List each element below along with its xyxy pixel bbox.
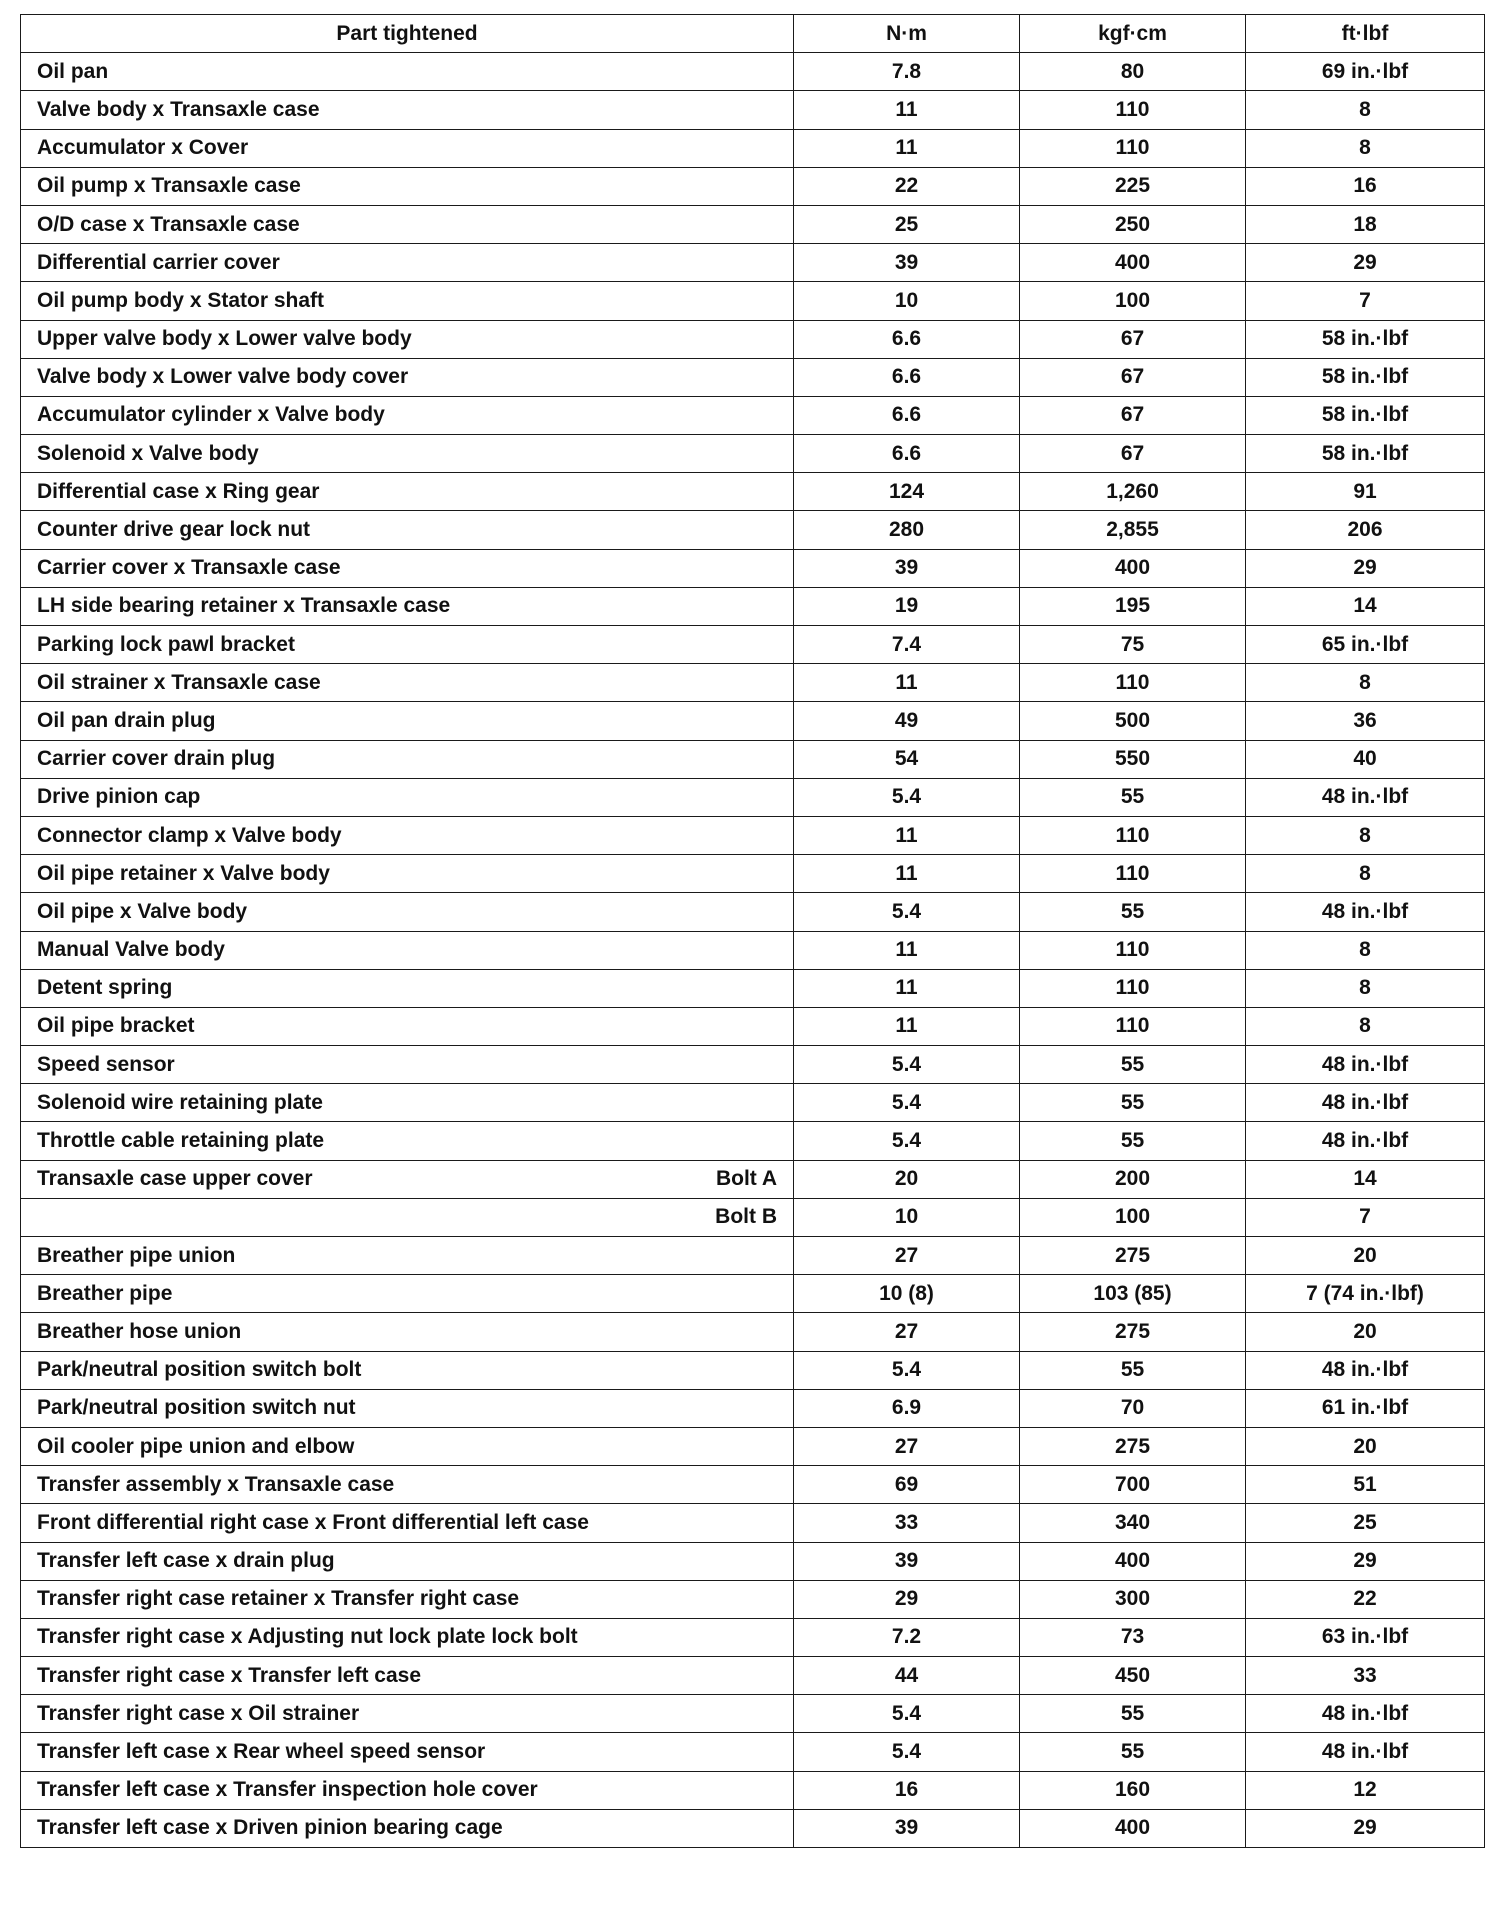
cell-nm: 6.6 [794, 396, 1020, 434]
cell-nm: 6.6 [794, 435, 1020, 473]
header-nm: N·m [794, 15, 1020, 53]
cell-part [21, 1618, 794, 1656]
table-row [21, 1084, 1485, 1122]
cell-nm: 7.2 [794, 1618, 1020, 1656]
cell-nm: 11 [794, 91, 1020, 129]
cell-kgf: 700 [1020, 1466, 1246, 1504]
cell-nm: 6.9 [794, 1389, 1020, 1427]
cell-ft: 58 in.·lbf [1246, 358, 1485, 396]
cell-ft: 58 in.·lbf [1246, 435, 1485, 473]
cell-nm: 5.4 [794, 1351, 1020, 1389]
cell-ft: 48 in.·lbf [1246, 1351, 1485, 1389]
cell-part [21, 511, 794, 549]
cell-part [21, 473, 794, 511]
part-label: Oil pump x Transaxle case [37, 174, 301, 198]
cell-kgf: 55 [1020, 1046, 1246, 1084]
cell-part [21, 740, 794, 778]
part-label: Breather hose union [37, 1319, 242, 1343]
cell-kgf: 110 [1020, 1007, 1246, 1045]
cell-part [21, 1275, 794, 1313]
part-label: Park/neutral position switch nut [37, 1396, 356, 1420]
table-row [21, 1809, 1485, 1847]
cell-nm: 39 [794, 549, 1020, 587]
cell-ft: 51 [1246, 1466, 1485, 1504]
table-row [21, 1657, 1485, 1695]
cell-ft: 8 [1246, 129, 1485, 167]
part-label: Differential case x Ring gear [37, 479, 320, 503]
cell-kgf: 67 [1020, 320, 1246, 358]
cell-ft: 8 [1246, 969, 1485, 1007]
cell-nm: 6.6 [794, 358, 1020, 396]
table-row [21, 1695, 1485, 1733]
cell-part [21, 1504, 794, 1542]
cell-ft: 18 [1246, 205, 1485, 243]
table-row [21, 167, 1485, 205]
part-label: Throttle cable retaining plate [37, 1129, 325, 1153]
cell-nm: 16 [794, 1771, 1020, 1809]
cell-ft: 8 [1246, 91, 1485, 129]
cell-ft: 29 [1246, 1542, 1485, 1580]
cell-part [21, 1466, 794, 1504]
cell-kgf: 400 [1020, 1542, 1246, 1580]
cell-part [21, 244, 794, 282]
cell-kgf: 55 [1020, 1695, 1246, 1733]
cell-kgf: 110 [1020, 816, 1246, 854]
part-label: Oil pan drain plug [37, 708, 216, 732]
cell-kgf: 500 [1020, 702, 1246, 740]
part-label: Transfer left case x Rear wheel speed sensor [37, 1740, 486, 1764]
table-row [21, 1275, 1485, 1313]
cell-part [21, 1657, 794, 1695]
cell-ft: 25 [1246, 1504, 1485, 1542]
cell-part [21, 855, 794, 893]
part-label: Detent spring [37, 976, 173, 1000]
cell-nm: 10 [794, 282, 1020, 320]
cell-part [21, 1007, 794, 1045]
part-label: Transfer right case x Oil strainer [37, 1701, 360, 1725]
cell-kgf: 275 [1020, 1237, 1246, 1275]
cell-ft: 14 [1246, 1160, 1485, 1198]
cell-ft: 29 [1246, 244, 1485, 282]
table-row [21, 778, 1485, 816]
cell-nm: 27 [794, 1237, 1020, 1275]
cell-part [21, 1160, 794, 1198]
cell-kgf: 400 [1020, 549, 1246, 587]
table-row [21, 855, 1485, 893]
cell-ft: 91 [1246, 473, 1485, 511]
cell-part [21, 1389, 794, 1427]
cell-ft: 8 [1246, 1007, 1485, 1045]
cell-part [21, 626, 794, 664]
table-row [21, 358, 1485, 396]
cell-ft: 48 in.·lbf [1246, 1084, 1485, 1122]
table-row [21, 205, 1485, 243]
part-label: Valve body x Lower valve body cover [37, 365, 409, 389]
cell-kgf: 73 [1020, 1618, 1246, 1656]
cell-nm: 11 [794, 969, 1020, 1007]
part-label: Differential carrier cover [37, 250, 280, 274]
cell-nm: 69 [794, 1466, 1020, 1504]
table-row [21, 1618, 1485, 1656]
cell-part [21, 320, 794, 358]
cell-part [21, 167, 794, 205]
part-label: Upper valve body x Lower valve body [37, 327, 412, 351]
cell-part [21, 816, 794, 854]
part-label: Solenoid wire retaining plate [37, 1090, 323, 1114]
cell-nm: 25 [794, 205, 1020, 243]
table-row [21, 473, 1485, 511]
table-row [21, 1733, 1485, 1771]
cell-part [21, 931, 794, 969]
header-ft: ft·lbf [1246, 15, 1485, 53]
cell-part [21, 1809, 794, 1847]
cell-kgf: 1,260 [1020, 473, 1246, 511]
cell-kgf: 550 [1020, 740, 1246, 778]
cell-ft: 61 in.·lbf [1246, 1389, 1485, 1427]
cell-nm: 39 [794, 1542, 1020, 1580]
part-label: Transaxle case upper cover [37, 1167, 313, 1191]
table-row [21, 626, 1485, 664]
part-label: Transfer left case x Transfer inspection hole cover [37, 1778, 538, 1802]
table-row [21, 1542, 1485, 1580]
part-label: Oil pump body x Stator shaft [37, 288, 325, 312]
table-row [21, 664, 1485, 702]
table-row [21, 282, 1485, 320]
part-label: Transfer assembly x Transaxle case [37, 1472, 395, 1496]
cell-part [21, 1542, 794, 1580]
cell-ft: 58 in.·lbf [1246, 320, 1485, 358]
cell-nm: 54 [794, 740, 1020, 778]
table-row [21, 1046, 1485, 1084]
cell-ft: 58 in.·lbf [1246, 396, 1485, 434]
part-label: Accumulator cylinder x Valve body [37, 403, 385, 427]
cell-ft: 14 [1246, 587, 1485, 625]
cell-ft: 48 in.·lbf [1246, 1046, 1485, 1084]
table-row [21, 1580, 1485, 1618]
part-label: Manual Valve body [37, 938, 225, 962]
cell-nm: 22 [794, 167, 1020, 205]
cell-nm: 7.8 [794, 53, 1020, 91]
part-label: Transfer left case x drain plug [37, 1549, 335, 1573]
table-row [21, 702, 1485, 740]
part-label: Front differential right case x Front differential left case [37, 1510, 589, 1534]
cell-nm: 27 [794, 1427, 1020, 1465]
cell-nm: 27 [794, 1313, 1020, 1351]
table-row [21, 1466, 1485, 1504]
table-row [21, 1007, 1485, 1045]
cell-nm: 10 [794, 1198, 1020, 1236]
cell-ft: 16 [1246, 167, 1485, 205]
cell-ft: 33 [1246, 1657, 1485, 1695]
part-label: Carrier cover x Transaxle case [37, 556, 341, 580]
cell-ft: 12 [1246, 1771, 1485, 1809]
table-row [21, 129, 1485, 167]
cell-ft: 8 [1246, 855, 1485, 893]
cell-nm: 7.4 [794, 626, 1020, 664]
cell-ft: 48 in.·lbf [1246, 893, 1485, 931]
cell-part [21, 1046, 794, 1084]
cell-part [21, 1580, 794, 1618]
cell-ft: 40 [1246, 740, 1485, 778]
table-row [21, 1351, 1485, 1389]
part-label: Breather pipe [37, 1281, 173, 1305]
bolt-label: Bolt A [715, 1167, 777, 1191]
table-row [21, 1198, 1485, 1236]
part-label: Connector clamp x Valve body [37, 823, 342, 847]
table-row [21, 1122, 1485, 1160]
table-row [21, 53, 1485, 91]
cell-nm: 39 [794, 244, 1020, 282]
cell-part [21, 1237, 794, 1275]
cell-kgf: 400 [1020, 1809, 1246, 1847]
cell-kgf: 67 [1020, 358, 1246, 396]
part-label: Breather pipe union [37, 1243, 236, 1267]
cell-part [21, 1198, 794, 1236]
part-label: LH side bearing retainer x Transaxle case [37, 594, 451, 618]
cell-part [21, 969, 794, 1007]
cell-ft: 29 [1246, 1809, 1485, 1847]
torque-spec-sheet [20, 14, 1484, 1848]
cell-part [21, 1771, 794, 1809]
cell-part [21, 91, 794, 129]
cell-kgf: 110 [1020, 129, 1246, 167]
cell-ft: 7 (74 in.·lbf) [1246, 1275, 1485, 1313]
cell-kgf: 55 [1020, 1733, 1246, 1771]
cell-ft: 20 [1246, 1313, 1485, 1351]
cell-part [21, 1313, 794, 1351]
cell-nm: 33 [794, 1504, 1020, 1542]
cell-kgf: 195 [1020, 587, 1246, 625]
table-row [21, 587, 1485, 625]
part-label: Oil pipe retainer x Valve body [37, 861, 330, 885]
cell-kgf: 300 [1020, 1580, 1246, 1618]
cell-ft: 20 [1246, 1427, 1485, 1465]
cell-kgf: 450 [1020, 1657, 1246, 1695]
part-label: Transfer right case x Transfer left case [37, 1663, 422, 1687]
part-label: Valve body x Transaxle case [37, 97, 320, 121]
cell-nm: 124 [794, 473, 1020, 511]
part-label: Accumulator x Cover [37, 136, 249, 160]
part-label: Transfer right case retainer x Transfer right case [37, 1587, 520, 1611]
table-row [21, 1160, 1485, 1198]
cell-nm: 5.4 [794, 1733, 1020, 1771]
cell-kgf: 110 [1020, 855, 1246, 893]
table-row [21, 1313, 1485, 1351]
cell-part [21, 205, 794, 243]
cell-nm: 11 [794, 855, 1020, 893]
table-row [21, 320, 1485, 358]
cell-nm: 20 [794, 1160, 1020, 1198]
table-row [21, 1504, 1485, 1542]
cell-part [21, 1427, 794, 1465]
part-label: Oil strainer x Transaxle case [37, 670, 321, 694]
cell-nm: 19 [794, 587, 1020, 625]
cell-ft: 48 in.·lbf [1246, 778, 1485, 816]
cell-ft: 8 [1246, 816, 1485, 854]
part-label: Transfer left case x Driven pinion bearing cage [37, 1816, 503, 1840]
cell-nm: 5.4 [794, 1122, 1020, 1160]
cell-part [21, 1695, 794, 1733]
cell-nm: 11 [794, 1007, 1020, 1045]
part-label: O/D case x Transaxle case [37, 212, 300, 236]
cell-ft: 8 [1246, 664, 1485, 702]
cell-nm: 11 [794, 931, 1020, 969]
cell-nm: 5.4 [794, 1695, 1020, 1733]
cell-kgf: 200 [1020, 1160, 1246, 1198]
cell-ft: 7 [1246, 1198, 1485, 1236]
header-part: Part tightened [21, 15, 794, 53]
cell-part [21, 702, 794, 740]
cell-kgf: 80 [1020, 53, 1246, 91]
cell-part [21, 893, 794, 931]
cell-kgf: 340 [1020, 1504, 1246, 1542]
part-label: Parking lock pawl bracket [37, 632, 295, 656]
cell-part [21, 1351, 794, 1389]
cell-ft: 22 [1246, 1580, 1485, 1618]
table-row [21, 91, 1485, 129]
cell-ft: 29 [1246, 549, 1485, 587]
cell-ft: 65 in.·lbf [1246, 626, 1485, 664]
cell-nm: 5.4 [794, 1084, 1020, 1122]
cell-kgf: 2,855 [1020, 511, 1246, 549]
cell-part [21, 53, 794, 91]
cell-part [21, 778, 794, 816]
table-row [21, 1389, 1485, 1427]
cell-kgf: 110 [1020, 664, 1246, 702]
cell-nm: 49 [794, 702, 1020, 740]
table-body [21, 53, 1485, 1848]
cell-kgf: 55 [1020, 1084, 1246, 1122]
torque-spec-table [20, 14, 1485, 1848]
header-row [21, 15, 1485, 53]
cell-nm: 11 [794, 664, 1020, 702]
table-row [21, 435, 1485, 473]
cell-kgf: 103 (85) [1020, 1275, 1246, 1313]
cell-nm: 11 [794, 129, 1020, 167]
cell-nm: 5.4 [794, 1046, 1020, 1084]
cell-ft: 7 [1246, 282, 1485, 320]
cell-nm: 280 [794, 511, 1020, 549]
cell-part [21, 1733, 794, 1771]
cell-kgf: 55 [1020, 893, 1246, 931]
part-label: Park/neutral position switch bolt [37, 1358, 362, 1382]
cell-kgf: 67 [1020, 396, 1246, 434]
cell-part [21, 282, 794, 320]
part-label: Oil pan [37, 59, 109, 83]
cell-part [21, 664, 794, 702]
cell-nm: 5.4 [794, 778, 1020, 816]
table-row [21, 1771, 1485, 1809]
cell-kgf: 275 [1020, 1313, 1246, 1351]
cell-kgf: 110 [1020, 931, 1246, 969]
part-label: Oil pipe x Valve body [37, 899, 248, 923]
part-label: Counter drive gear lock nut [37, 518, 311, 542]
cell-part [21, 358, 794, 396]
cell-kgf: 275 [1020, 1427, 1246, 1465]
part-label: Carrier cover drain plug [37, 747, 276, 771]
cell-kgf: 110 [1020, 969, 1246, 1007]
cell-ft: 206 [1246, 511, 1485, 549]
table-row [21, 740, 1485, 778]
cell-ft: 48 in.·lbf [1246, 1695, 1485, 1733]
cell-nm: 10 (8) [794, 1275, 1020, 1313]
cell-kgf: 55 [1020, 1351, 1246, 1389]
table-row [21, 549, 1485, 587]
table-row [21, 511, 1485, 549]
cell-ft: 20 [1246, 1237, 1485, 1275]
part-label: Oil cooler pipe union and elbow [37, 1434, 355, 1458]
header-kgf: kgf·cm [1020, 15, 1246, 53]
cell-nm: 29 [794, 1580, 1020, 1618]
cell-kgf: 75 [1020, 626, 1246, 664]
cell-kgf: 160 [1020, 1771, 1246, 1809]
cell-kgf: 225 [1020, 167, 1246, 205]
bolt-label: Bolt B [715, 1205, 777, 1229]
cell-part [21, 1122, 794, 1160]
part-label: Solenoid x Valve body [37, 441, 259, 465]
cell-nm: 5.4 [794, 893, 1020, 931]
table-row [21, 816, 1485, 854]
cell-kgf: 70 [1020, 1389, 1246, 1427]
cell-kgf: 400 [1020, 244, 1246, 282]
part-label: Speed sensor [37, 1052, 175, 1076]
cell-kgf: 67 [1020, 435, 1246, 473]
cell-kgf: 100 [1020, 1198, 1246, 1236]
table-row [21, 931, 1485, 969]
cell-part [21, 435, 794, 473]
cell-part [21, 1084, 794, 1122]
cell-ft: 8 [1246, 931, 1485, 969]
cell-kgf: 110 [1020, 91, 1246, 129]
cell-kgf: 55 [1020, 778, 1246, 816]
part-label: Drive pinion cap [37, 785, 201, 809]
cell-kgf: 100 [1020, 282, 1246, 320]
cell-nm: 11 [794, 816, 1020, 854]
cell-part [21, 587, 794, 625]
cell-part [21, 129, 794, 167]
table-row [21, 1237, 1485, 1275]
table-row [21, 396, 1485, 434]
cell-kgf: 55 [1020, 1122, 1246, 1160]
cell-part [21, 396, 794, 434]
cell-part [21, 549, 794, 587]
part-label: Transfer right case x Adjusting nut lock plate lock bolt [37, 1625, 578, 1649]
cell-kgf: 250 [1020, 205, 1246, 243]
cell-nm: 44 [794, 1657, 1020, 1695]
cell-ft: 69 in.·lbf [1246, 53, 1485, 91]
part-label: Oil pipe bracket [37, 1014, 195, 1038]
cell-ft: 48 in.·lbf [1246, 1733, 1485, 1771]
cell-ft: 63 in.·lbf [1246, 1618, 1485, 1656]
cell-nm: 39 [794, 1809, 1020, 1847]
table-row [21, 969, 1485, 1007]
cell-ft: 36 [1246, 702, 1485, 740]
cell-ft: 48 in.·lbf [1246, 1122, 1485, 1160]
table-row [21, 893, 1485, 931]
cell-nm: 6.6 [794, 320, 1020, 358]
table-row [21, 244, 1485, 282]
table-row [21, 1427, 1485, 1465]
